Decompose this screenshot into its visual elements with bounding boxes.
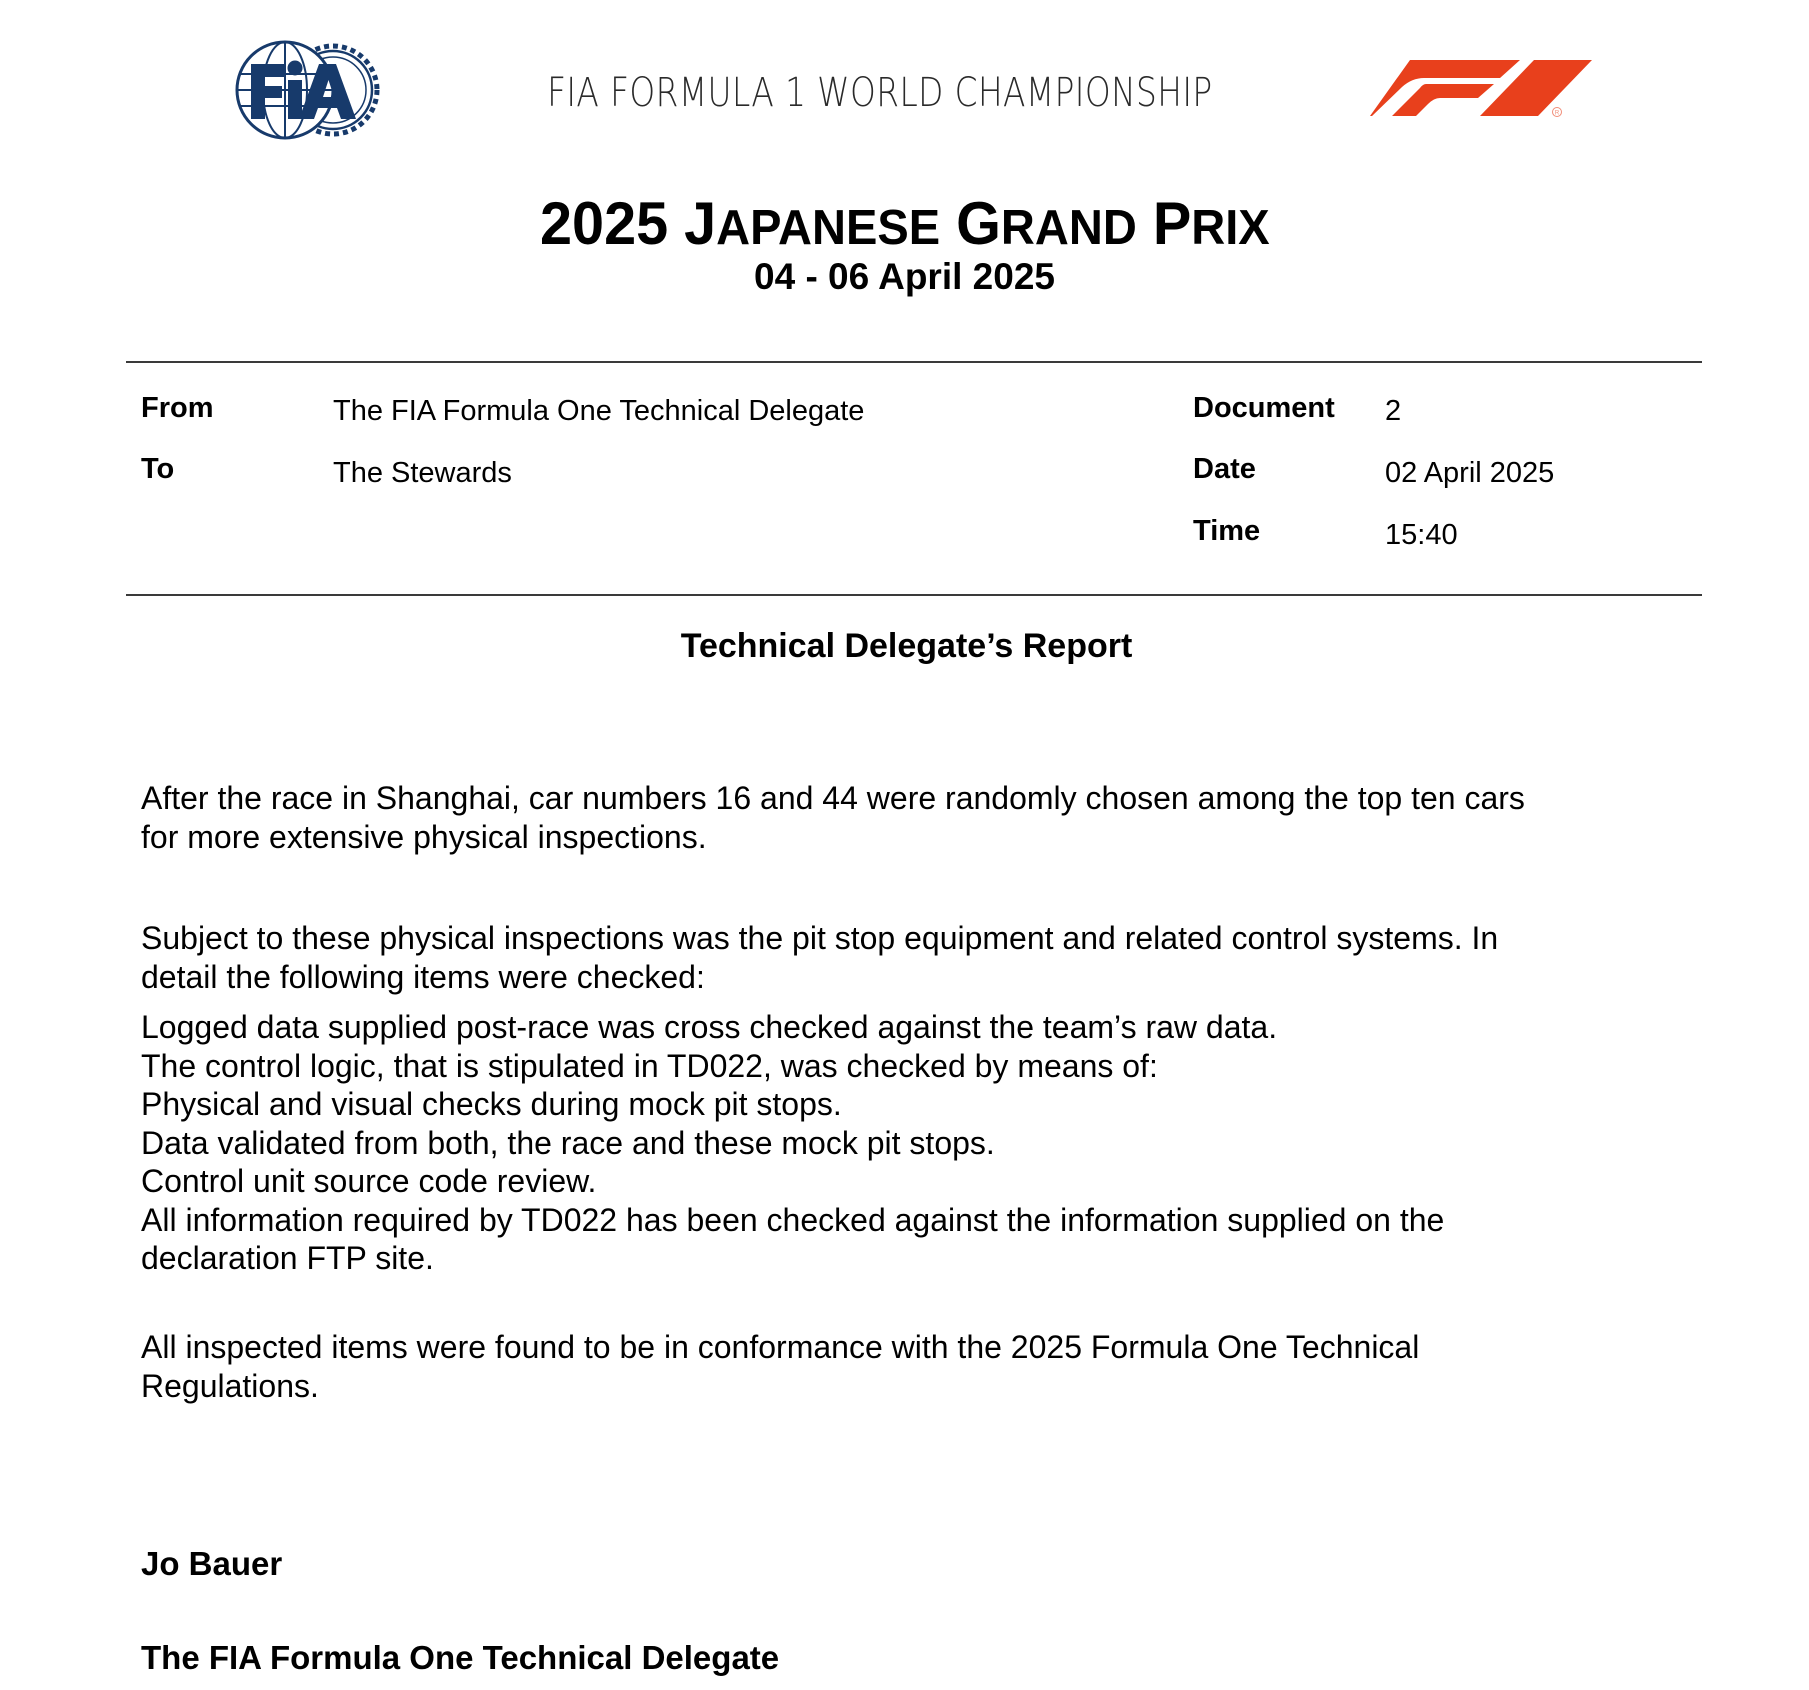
divider-bottom (126, 594, 1702, 596)
event-word-3: PRIX (1152, 190, 1270, 257)
list-item: All information required by TD022 has been checked against the information supplied on the (141, 1201, 1445, 1238)
list-item: Control unit source code review. (141, 1163, 597, 1199)
event-title (37, 188, 1774, 264)
paragraph-line: for more extensive physical inspections. (141, 818, 707, 855)
paragraph-line: Subject to these physical inspections was the pit stop equipment and related control systems. In (141, 920, 1499, 956)
paragraph-line: detail the following items were checked: (141, 958, 705, 995)
time-label: Time (1193, 515, 1261, 547)
from-label: From (141, 392, 214, 424)
list-item: Logged data supplied post-race was cross checked against the team’s raw data. (141, 1009, 1278, 1045)
championship-heading: FIA FORMULA 1 WORLD CHAMPIONSHIP (547, 70, 1213, 116)
document-label: Document (1193, 392, 1335, 424)
divider-top (126, 361, 1702, 363)
list-item: declaration FTP site. (141, 1240, 434, 1276)
paragraph-line: All inspected items were found to be in conformance with the 2025 Formula One Technical (141, 1329, 1420, 1365)
f1-logo (1370, 60, 1592, 122)
list-item: Data validated from both, the race and these mock pit stops. (141, 1124, 995, 1161)
event-year: 2025 (539, 190, 669, 257)
signatory-title: The FIA Formula One Technical Delegate (141, 1639, 780, 1676)
paragraph-line: After the race in Shanghai, car numbers 16 and 44 were randomly chosen among the top ten cars (141, 780, 1525, 816)
paragraph-conclusion (141, 1328, 1701, 1405)
f1-logo-icon (1370, 60, 1592, 122)
document-value: 2 (1385, 395, 1402, 427)
paragraph-scope (141, 919, 1701, 996)
event-word-1: JAPANESE (684, 190, 941, 257)
event-word-2: GRAND (956, 190, 1137, 257)
svg-text:R: R (1554, 110, 1560, 117)
report-title: Technical Delegate’s Report (680, 627, 1133, 665)
paragraph-selection (141, 779, 1701, 856)
time-value: 15:40 (1385, 519, 1458, 551)
checked-items-list (141, 1008, 1701, 1278)
signatory-name: Jo Bauer (141, 1545, 283, 1582)
date-value: 02 April 2025 (1385, 457, 1555, 489)
paragraph-line: Regulations. (141, 1367, 319, 1404)
to-label: To (141, 453, 175, 485)
to-value: The Stewards (333, 457, 512, 489)
event-dates: 04 - 06 April 2025 (754, 256, 1055, 297)
from-value: The FIA Formula One Technical Delegate (333, 395, 865, 427)
list-item: The control logic, that is stipulated in TD022, was checked by means of: (141, 1047, 1158, 1084)
list-item: Physical and visual checks during mock pit stops. (141, 1086, 842, 1122)
registered-trademark-icon (1553, 108, 1562, 117)
date-label: Date (1193, 453, 1256, 485)
